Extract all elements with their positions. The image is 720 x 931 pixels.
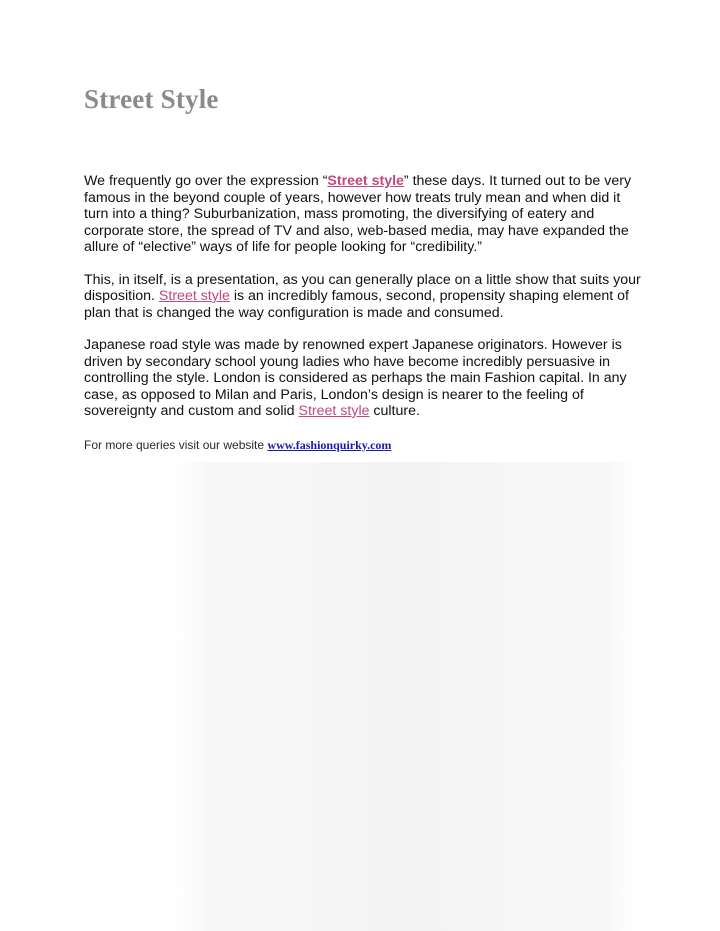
street-style-link-2[interactable]: Street style — [158, 288, 230, 304]
paragraph-3 — [84, 337, 644, 420]
paragraph-2-text-before: This, in itself, is a presentation, as you can generally place on a little show that suits your disposition. — [84, 271, 641, 304]
footer-note — [84, 438, 644, 453]
footer-text: For more queries visit our website — [84, 438, 268, 452]
paragraph-3-text-before: Japanese road style was made by renowned expert Japanese originators. However is driven by secondary school young ladies who have become incredibly persuasive in controlling the style. London is considered as perhaps the main Fashion capital. In any case, as opposed to Milan and Paris, London’s design is nearer to the feeling of sovereignty and custom and solid — [84, 337, 627, 419]
paragraph-1 — [84, 173, 644, 256]
street-style-link-1[interactable]: Street style — [327, 173, 404, 189]
page-shading — [175, 462, 640, 931]
paragraph-1-text-after: ” these days. It turned out to be very famous in the beyond couple of years, however how treats truly mean and when did it turn into a thing? Suburbanization, mass promoting, the diversifying of eatery and corporate store, the spread of TV and also, web-based media, may have expanded the allure of “elective” ways of life for people looking for “credibility.” — [84, 173, 632, 255]
street-style-link-3[interactable]: Street style — [298, 403, 370, 419]
page-title: Street Style — [84, 84, 219, 114]
paragraph-2-text-after: is an incredibly famous, second, propensity shaping element of plan that is changed the way configuration is made and consumed. — [84, 288, 629, 321]
article-body — [84, 173, 644, 436]
paragraph-1-text-before: We frequently go over the expression “ — [84, 173, 328, 189]
website-link[interactable]: www.fashionquirky.com — [267, 438, 392, 452]
paragraph-2 — [84, 272, 644, 322]
paragraph-3-text-after: culture. — [369, 403, 420, 419]
